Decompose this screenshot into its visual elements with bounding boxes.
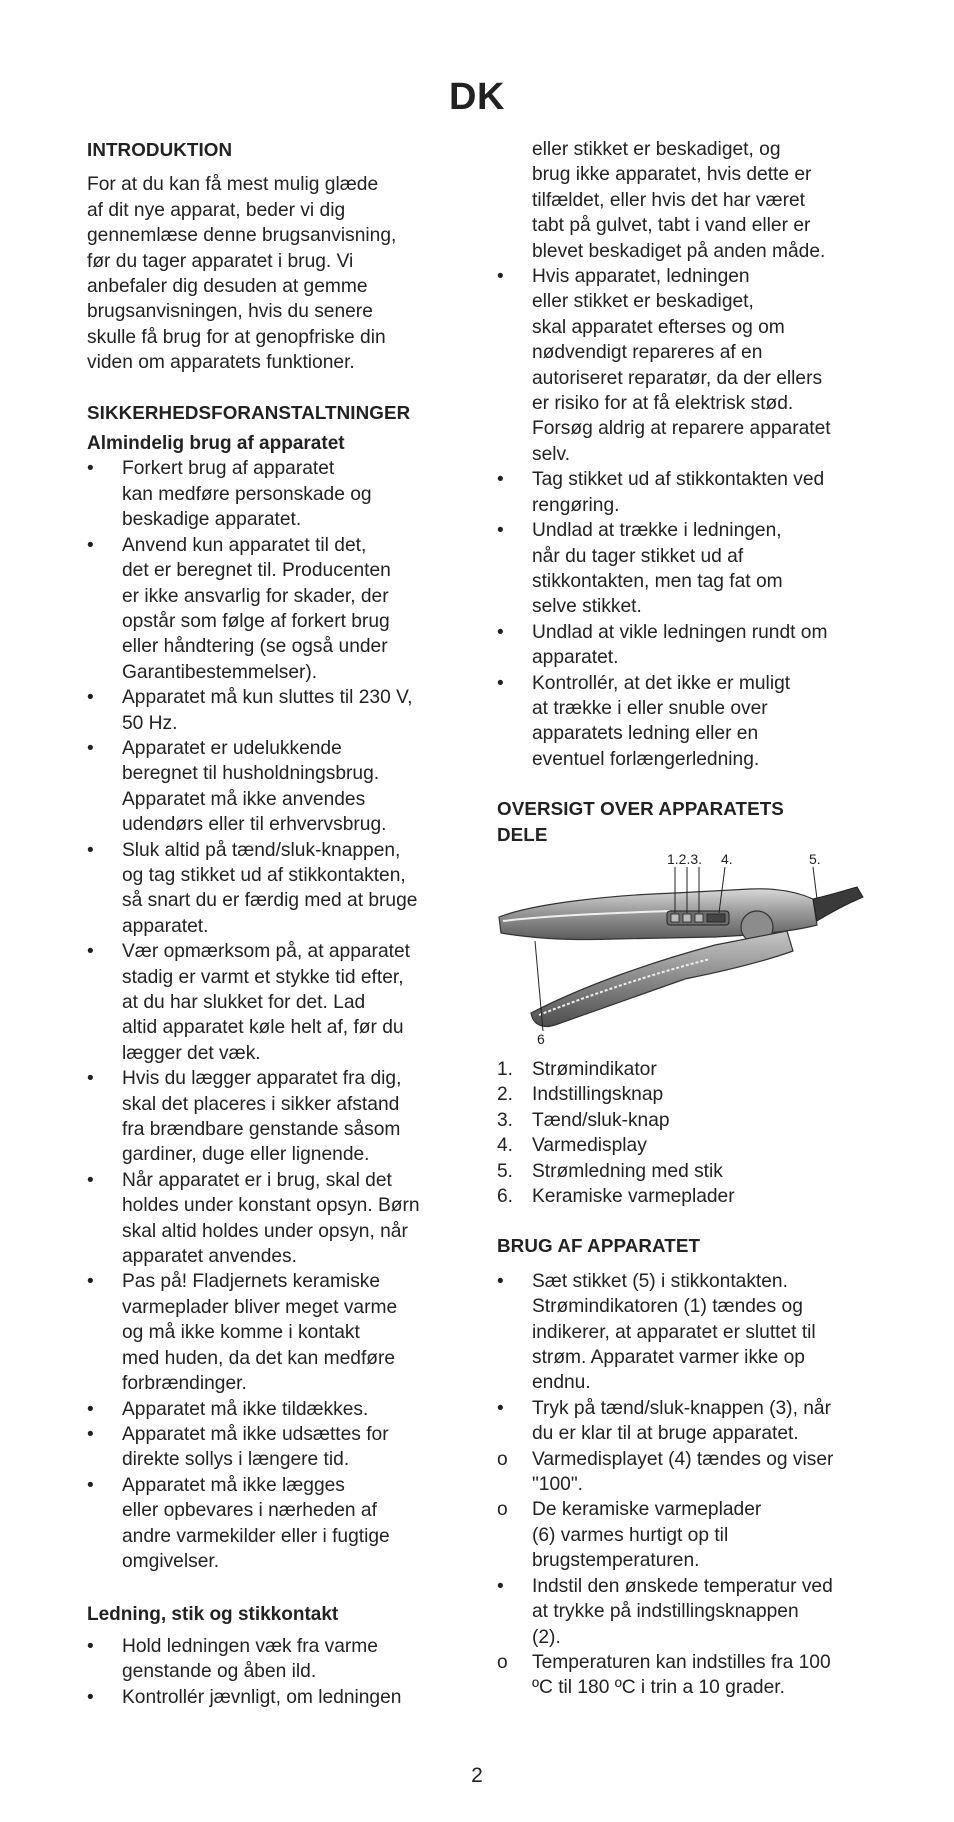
- bullet-marker: •: [87, 1068, 94, 1090]
- straightener-drawing: [495, 855, 875, 1045]
- list-item: [87, 533, 467, 685]
- list-item-line: Pas på! Fladjernets keramiske: [122, 1271, 381, 1293]
- general-use-list: [87, 456, 467, 1574]
- list-item: [87, 1422, 467, 1473]
- list-item-line: du er klar til at bruge apparatet.: [532, 1423, 799, 1445]
- lower-arm: [531, 931, 793, 1027]
- list-item-line: Kontrollér, at det ikke er muligt: [532, 672, 791, 694]
- part-label: Strømledning med stik: [532, 1160, 723, 1182]
- bullet-marker: •: [497, 1397, 504, 1419]
- bullet-marker: o: [497, 1448, 508, 1470]
- list-item-line: stadig er varmt et stykke tid efter,: [122, 966, 404, 988]
- list-item-line: opstår som følge af forkert brug: [122, 610, 390, 632]
- part-label: Varmedisplay: [532, 1135, 647, 1157]
- continuation-line: eller stikket er beskadiget, og: [532, 139, 781, 160]
- power-indicator-shape: [671, 914, 679, 922]
- list-item: [497, 1574, 877, 1650]
- list-item: [87, 456, 467, 532]
- list-item: [87, 685, 467, 736]
- list-item: [87, 939, 467, 1066]
- power-button-shape: [695, 914, 703, 922]
- cord-heading: Ledning, stik og stikkontakt: [87, 1604, 339, 1626]
- list-item-line: Forkert brug af apparatet: [122, 458, 335, 480]
- intro-heading: INTRODUKTION: [87, 139, 233, 160]
- list-item-line: apparatets ledning eller en: [532, 723, 759, 745]
- bullet-marker: •: [87, 1271, 94, 1293]
- list-item-line: Varmedisplayet (4) tændes og viser: [532, 1448, 834, 1470]
- bullet-marker: •: [497, 1270, 504, 1292]
- list-item-line: fra brændbare genstande såsom: [122, 1119, 401, 1141]
- overview-heading-line: DELE: [497, 823, 548, 845]
- general-use-heading: Almindelig brug af apparatet: [87, 433, 345, 455]
- list-item-line: Apparatet må ikke udsættes for: [122, 1423, 389, 1445]
- part-number: 3.: [497, 1109, 514, 1131]
- list-item-line: Apparatet er udelukkende: [122, 737, 342, 759]
- list-item-line: beregnet til husholdningsbrug.: [122, 763, 380, 785]
- list-item-line: Strømindikatoren (1) tændes og: [532, 1296, 803, 1318]
- part-label: Tænd/sluk-knap: [532, 1109, 670, 1131]
- list-item-line: Indstil den ønskede temperatur ved: [532, 1575, 833, 1597]
- list-item: [497, 1650, 877, 1701]
- intro-line: viden om apparatets funktioner.: [87, 352, 355, 374]
- bullet-marker: •: [497, 621, 504, 643]
- list-item-line: De keramiske varmeplader: [532, 1499, 762, 1521]
- list-item-line: apparatet anvendes.: [122, 1246, 297, 1268]
- overview-heading-line: OVERSIGT OVER APPARATETS: [497, 798, 784, 820]
- list-item-line: når du tager stikket ud af: [532, 545, 744, 567]
- bullet-marker: •: [497, 1575, 504, 1597]
- list-item: [497, 620, 877, 671]
- list-item: [87, 838, 467, 940]
- list-item: [497, 467, 877, 518]
- part-number: 6.: [497, 1186, 514, 1207]
- intro-line: anbefaler dig desuden at gemme: [87, 276, 368, 298]
- intro-line: For at du kan få mest mulig glæde: [87, 174, 379, 196]
- list-item-line: selve stikket.: [532, 596, 642, 618]
- list-item-line: eller opbevares i nærheden af: [122, 1500, 377, 1522]
- list-item: [497, 1396, 877, 1447]
- hair-straightener-illustration: [495, 850, 875, 1047]
- part-number: 4.: [497, 1135, 514, 1157]
- list-item: [497, 264, 877, 467]
- parts-list: [497, 1057, 877, 1209]
- list-item-line: det er beregnet til. Producenten: [122, 560, 391, 582]
- list-item-line: eller håndtering (se også under: [122, 636, 388, 658]
- bullet-marker: •: [497, 672, 504, 694]
- usage-list: [497, 1269, 877, 1701]
- list-item-line: Sluk altid på tænd/sluk-knappen,: [122, 839, 401, 861]
- list-item-line: apparatet.: [122, 915, 209, 937]
- part-item: [497, 1057, 877, 1082]
- list-item: [87, 1397, 467, 1422]
- list-item-line: Hold ledningen væk fra varme: [122, 1635, 378, 1657]
- part-number: 5.: [497, 1160, 514, 1182]
- part-label: Strømindikator: [532, 1058, 657, 1080]
- list-item-line: at trykke på indstillingsknappen: [532, 1601, 799, 1623]
- part-item: [497, 1082, 877, 1107]
- callout-5: 5.: [809, 850, 821, 867]
- bullet-marker: •: [87, 737, 94, 759]
- list-item-line: direkte sollys i længere tid.: [122, 1449, 350, 1471]
- list-item-line: Sæt stikket (5) i stikkontakten.: [532, 1270, 788, 1292]
- list-item-line: Hvis du lægger apparatet fra dig,: [122, 1068, 402, 1090]
- list-item-line: gardiner, duge eller lignende.: [122, 1144, 370, 1166]
- intro-line: skulle få brug for at genopfriske din: [87, 326, 386, 348]
- callout-4: 4.: [721, 850, 733, 867]
- list-item: [87, 736, 467, 838]
- list-item-line: og må ikke komme i kontakt: [122, 1322, 360, 1344]
- list-item-line: Undlad at vikle ledningen rundt om: [532, 621, 828, 643]
- list-item-line: at du har slukket for det. Lad: [122, 992, 366, 1013]
- cord-list: [87, 1634, 467, 1710]
- list-item-line: altid apparatet køle helt af, før du: [122, 1017, 404, 1039]
- list-item-line: andre varmekilder eller i fugtige: [122, 1525, 390, 1547]
- list-item: [87, 1066, 467, 1168]
- bullet-marker: •: [87, 1423, 94, 1445]
- intro-line: brugsanvisningen, hvis du senere: [87, 301, 373, 323]
- list-item-line: strøm. Apparatet varmer ikke op: [532, 1347, 805, 1369]
- bullet-marker: •: [87, 839, 94, 861]
- safety-heading: SIKKERHEDSFORANSTALTNINGER: [87, 401, 411, 423]
- list-item: [87, 1473, 467, 1575]
- list-item-line: Apparatet må ikke tildækkes.: [122, 1398, 369, 1420]
- part-number: 2.: [497, 1084, 514, 1106]
- list-item-line: apparatet.: [532, 647, 619, 669]
- list-item-line: og tag stikket ud af stikkontakten,: [122, 864, 406, 886]
- continuation-line: blevet beskadiget på anden måde.: [532, 240, 826, 262]
- list-item-line: stikkontakten, men tag fat om: [532, 570, 783, 592]
- bullet-marker: •: [87, 1635, 94, 1657]
- continuation-line: tilfældet, eller hvis det har været: [532, 189, 806, 211]
- list-item-line: 50 Hz.: [122, 712, 178, 734]
- list-item: [87, 1634, 467, 1685]
- list-item: [497, 518, 877, 620]
- list-item: [87, 1269, 467, 1396]
- part-item: [497, 1184, 877, 1209]
- usage-heading: BRUG AF APPARATET: [497, 1235, 701, 1257]
- page-title: DK: [449, 76, 505, 118]
- list-item-line: nødvendigt repareres af en: [532, 342, 763, 364]
- list-item-line: er ikke ansvarlig for skader, der: [122, 585, 389, 607]
- list-item-line: Anvend kun apparatet til det,: [122, 534, 367, 556]
- list-item-line: brugstemperaturen.: [532, 1550, 700, 1572]
- page-number: 2: [471, 1764, 483, 1787]
- list-item-line: selv.: [532, 443, 571, 465]
- intro-line: før du tager apparatet i brug. Vi: [87, 250, 354, 272]
- bullet-marker: •: [497, 469, 504, 491]
- overview-heading: [497, 796, 877, 847]
- cord-list-continued: [497, 264, 877, 772]
- list-item-line: kan medføre personskade og: [122, 483, 372, 505]
- list-item-line: skal altid holdes under opsyn, når: [122, 1220, 408, 1242]
- setting-button-shape: [683, 914, 691, 922]
- list-item-line: beskadige apparatet.: [122, 509, 302, 531]
- part-number: 1.: [497, 1058, 514, 1080]
- list-item-line: autoriseret reparatør, da der ellers: [532, 367, 823, 389]
- list-item-line: Tag stikket ud af stikkontakten ved: [532, 469, 825, 491]
- list-item-line: holdes under konstant opsyn. Børn: [122, 1195, 420, 1217]
- part-label: Keramiske varmeplader: [532, 1186, 735, 1207]
- list-item: [87, 1168, 467, 1270]
- list-item-line: ºC til 180 ºC i trin a 10 grader.: [532, 1677, 785, 1699]
- intro-line: gennemlæse denne brugsanvisning,: [87, 225, 397, 247]
- bullet-marker: •: [87, 1169, 94, 1191]
- list-item: [497, 1269, 877, 1396]
- bullet-marker: •: [497, 266, 504, 288]
- list-item-line: Tryk på tænd/sluk-knappen (3), når: [532, 1397, 831, 1419]
- bullet-marker: •: [87, 1474, 94, 1496]
- list-item-line: Forsøg aldrig at reparere apparatet: [532, 418, 831, 440]
- intro-paragraph: [87, 172, 467, 375]
- bullet-marker: •: [87, 1686, 94, 1708]
- leader-line-5: [813, 867, 817, 899]
- list-item: [497, 1497, 877, 1573]
- bullet-marker: •: [87, 687, 94, 709]
- list-item-line: er risiko for at få elektrisk stød.: [532, 393, 794, 415]
- bullet-marker: •: [87, 458, 94, 480]
- bullet-marker: •: [497, 520, 504, 542]
- continuation-line: brug ikke apparatet, hvis dette er: [532, 164, 812, 186]
- bullet-marker: •: [87, 941, 94, 963]
- intro-line: af dit nye apparat, beder vi dig: [87, 199, 346, 221]
- part-item: [497, 1108, 877, 1133]
- list-item-line: Undlad at trække i ledningen,: [532, 520, 782, 542]
- bullet-marker: •: [87, 1398, 94, 1420]
- list-item: [497, 1447, 877, 1498]
- cord-continuation: [497, 137, 877, 264]
- list-item-line: (2).: [532, 1626, 561, 1648]
- list-item-line: genstande og åben ild.: [122, 1661, 317, 1683]
- list-item-line: omgivelser.: [122, 1550, 220, 1572]
- list-item-line: Kontrollér jævnligt, om ledningen: [122, 1686, 402, 1708]
- list-item-line: skal apparatet efterses og om: [532, 316, 785, 338]
- part-label: Indstillingsknap: [532, 1084, 664, 1106]
- callout-1-2-3: 1.2.3.: [667, 850, 703, 867]
- bullet-marker: o: [497, 1651, 508, 1673]
- list-item-line: at trække i eller snuble over: [532, 697, 768, 719]
- list-item-line: skal det placeres i sikker afstand: [122, 1093, 400, 1115]
- part-item: [497, 1159, 877, 1184]
- list-item-line: Temperaturen kan indstilles fra 100: [532, 1651, 831, 1673]
- list-item: [497, 671, 877, 773]
- list-item-line: udendørs eller til erhvervsbrug.: [122, 814, 387, 836]
- right-column: [497, 137, 877, 1701]
- list-item-line: så snart du er færdig med at bruge: [122, 890, 418, 912]
- left-column: [87, 137, 467, 1710]
- list-item: [87, 1685, 467, 1710]
- list-item-line: Apparatet må ikke lægges: [122, 1474, 345, 1496]
- bullet-marker: o: [497, 1499, 508, 1521]
- list-item-line: eller stikket er beskadiget,: [532, 291, 754, 313]
- list-item-line: Hvis apparatet, ledningen: [532, 266, 750, 288]
- list-item-line: (6) varmes hurtigt op til: [532, 1524, 729, 1546]
- part-item: [497, 1133, 877, 1158]
- list-item-line: forbrændinger.: [122, 1373, 247, 1395]
- list-item-line: Garantibestemmelser).: [122, 661, 318, 683]
- list-item-line: Apparatet må kun sluttes til 230 V,: [122, 687, 413, 709]
- list-item-line: varmeplader bliver meget varme: [122, 1296, 398, 1318]
- power-cord: [813, 887, 863, 921]
- bullet-marker: •: [87, 534, 94, 556]
- list-item-line: Vær opmærksom på, at apparatet: [122, 941, 410, 963]
- list-item-line: lægger det væk.: [122, 1042, 261, 1064]
- heat-display-shape: [707, 914, 725, 922]
- continuation-line: tabt på gulvet, tabt i vand eller er: [532, 215, 811, 237]
- list-item-line: Apparatet må ikke anvendes: [122, 788, 366, 810]
- list-item-line: eventuel forlængerledning.: [532, 748, 760, 770]
- list-item-line: indikerer, at apparatet er sluttet til: [532, 1321, 816, 1343]
- list-item-line: med huden, da det kan medføre: [122, 1347, 396, 1369]
- list-item-line: "100".: [532, 1474, 583, 1496]
- list-item-line: rengøring.: [532, 494, 620, 516]
- list-item-line: Når apparatet er i brug, skal det: [122, 1169, 392, 1191]
- callout-6: 6: [537, 1030, 545, 1047]
- list-item-line: endnu.: [532, 1372, 591, 1394]
